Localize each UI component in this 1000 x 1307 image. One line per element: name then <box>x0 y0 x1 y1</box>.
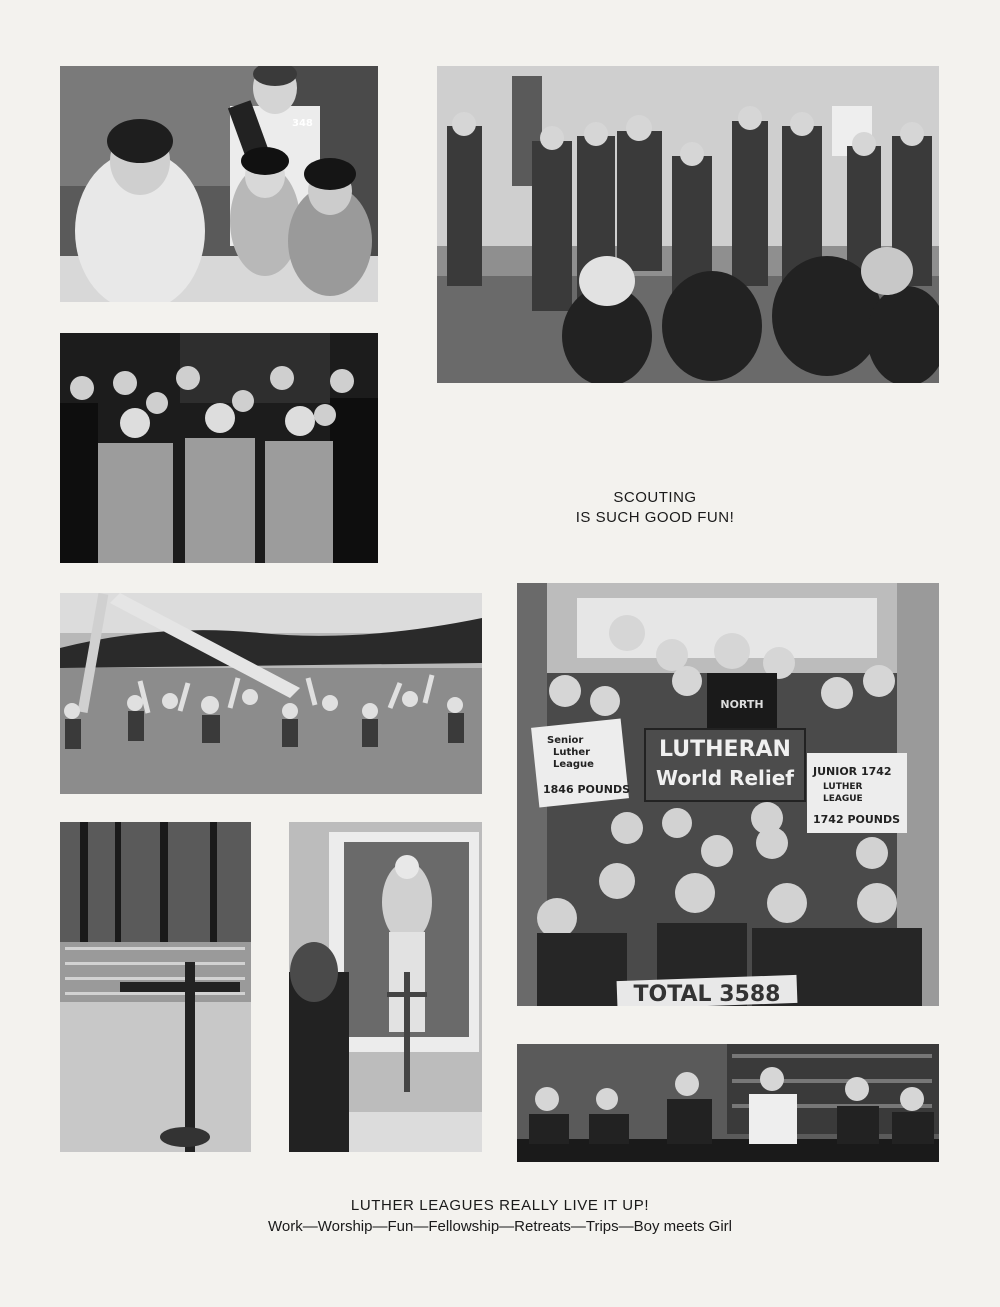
scouting-caption-line1: SCOUTING <box>613 489 697 506</box>
senior-sign-line3: League <box>553 759 594 770</box>
junior-sign-line3: LEAGUE <box>823 794 863 804</box>
senior-sign-line1: Senior <box>547 735 584 746</box>
photo-altar-christ-painting <box>289 822 482 1152</box>
luther-caption-line1: LUTHER LEAGUES REALLY LIVE IT UP! <box>350 1197 650 1214</box>
luther-caption-line2: Work—Worship—Fun—Fellowship—Retreats—Trips—Boy meets Girl <box>268 1218 732 1235</box>
photo-outdoor-worship <box>60 822 251 1152</box>
sweater-text: NORTH <box>720 698 764 711</box>
banner-line1: LUTHERAN <box>659 737 791 762</box>
senior-sign-amount: 1846 POUNDS <box>543 783 631 796</box>
photo-scouts-group-portrait <box>60 333 378 563</box>
photo-lutheran-world-relief <box>517 583 939 1006</box>
scouting-caption-line2: IS SUCH GOOD FUN! <box>575 509 735 526</box>
photo-scouts-with-leader <box>60 66 378 302</box>
luther-leagues-caption <box>100 1196 900 1238</box>
junior-sign-line1: JUNIOR 1742 <box>813 765 892 778</box>
photo-scout-ceremony <box>437 66 939 383</box>
banner-line2: World Relief <box>655 766 795 790</box>
scouting-caption <box>520 488 790 528</box>
junior-sign-line2: LUTHER <box>823 782 863 792</box>
total-sign: TOTAL 3588 <box>633 982 781 1006</box>
junior-sign-amount: 1742 POUNDS <box>813 813 901 826</box>
photo-library-meeting <box>517 1044 939 1162</box>
scout-badge-text: 348 <box>292 118 313 129</box>
photo-lake-swimming <box>60 593 482 794</box>
senior-sign-line2: Luther <box>553 747 591 758</box>
